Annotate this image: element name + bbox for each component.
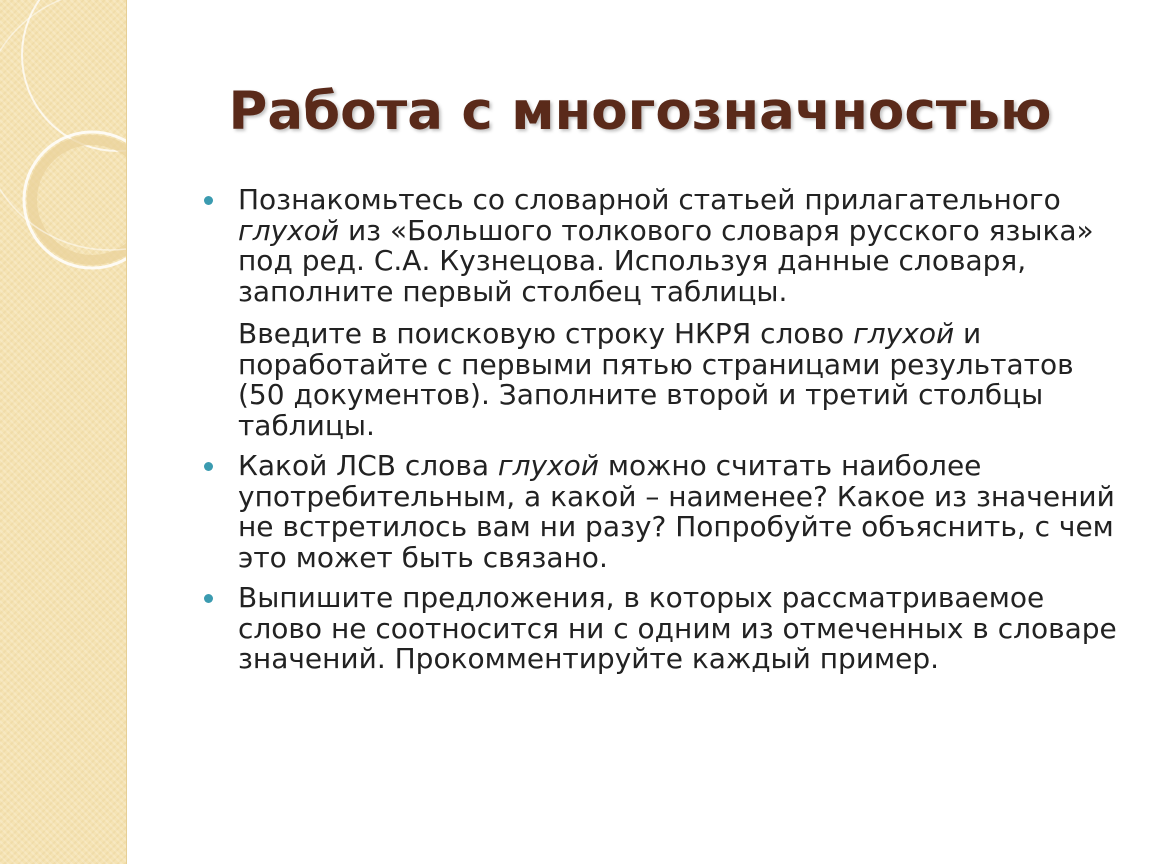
bullet-icon: [204, 594, 213, 603]
slide-content: [200, 185, 1120, 679]
decorative-side-band: [0, 0, 127, 864]
list-item-1: [200, 185, 1120, 307]
bullet-icon: [204, 196, 213, 205]
list-item-4: [200, 583, 1120, 675]
item-4-text-a: Выпишите предложения, в которых рассматриваемое слово не соотносится ни с одним из отмеченных в словаре значений. Прокомментируйте каждый пример.: [238, 581, 1117, 675]
item-2-emphasis: глухой: [853, 317, 955, 350]
item-1-text-b: из «Большого толкового словаря русского языка» под ред. С.А. Кузнецова. Используя данные словаря, заполните первый столбец таблицы.: [238, 213, 1094, 308]
item-2-text-a: Введите в поисковую строку НКРЯ слово: [238, 317, 854, 350]
item-3-text-a: Какой ЛСВ слова: [238, 449, 498, 482]
slide-title: Работа с многозначностью: [228, 81, 1052, 142]
item-3-text-b: можно считать наиболее употребительным, а какой – наименее? Какое из значений не встретилось вам ни разу? Попробуйте объяснить, с чем это может быть связано.: [238, 449, 1115, 574]
decorative-circles-icon: [0, 0, 126, 864]
item-1-emphasis: глухой: [238, 213, 340, 247]
bullet-icon: [204, 462, 213, 471]
item-3-emphasis: глухой: [497, 449, 599, 482]
item-1-text-a: Познакомьтесь со словарной статьей прилагательного: [238, 183, 1061, 216]
list-item-2: [200, 319, 1120, 441]
list-item-3: [200, 451, 1120, 573]
item-2-text-b: и поработайте с первыми пятью страницами результатов (50 документов). Заполните второй и третий столбцы таблицы.: [238, 317, 1074, 442]
